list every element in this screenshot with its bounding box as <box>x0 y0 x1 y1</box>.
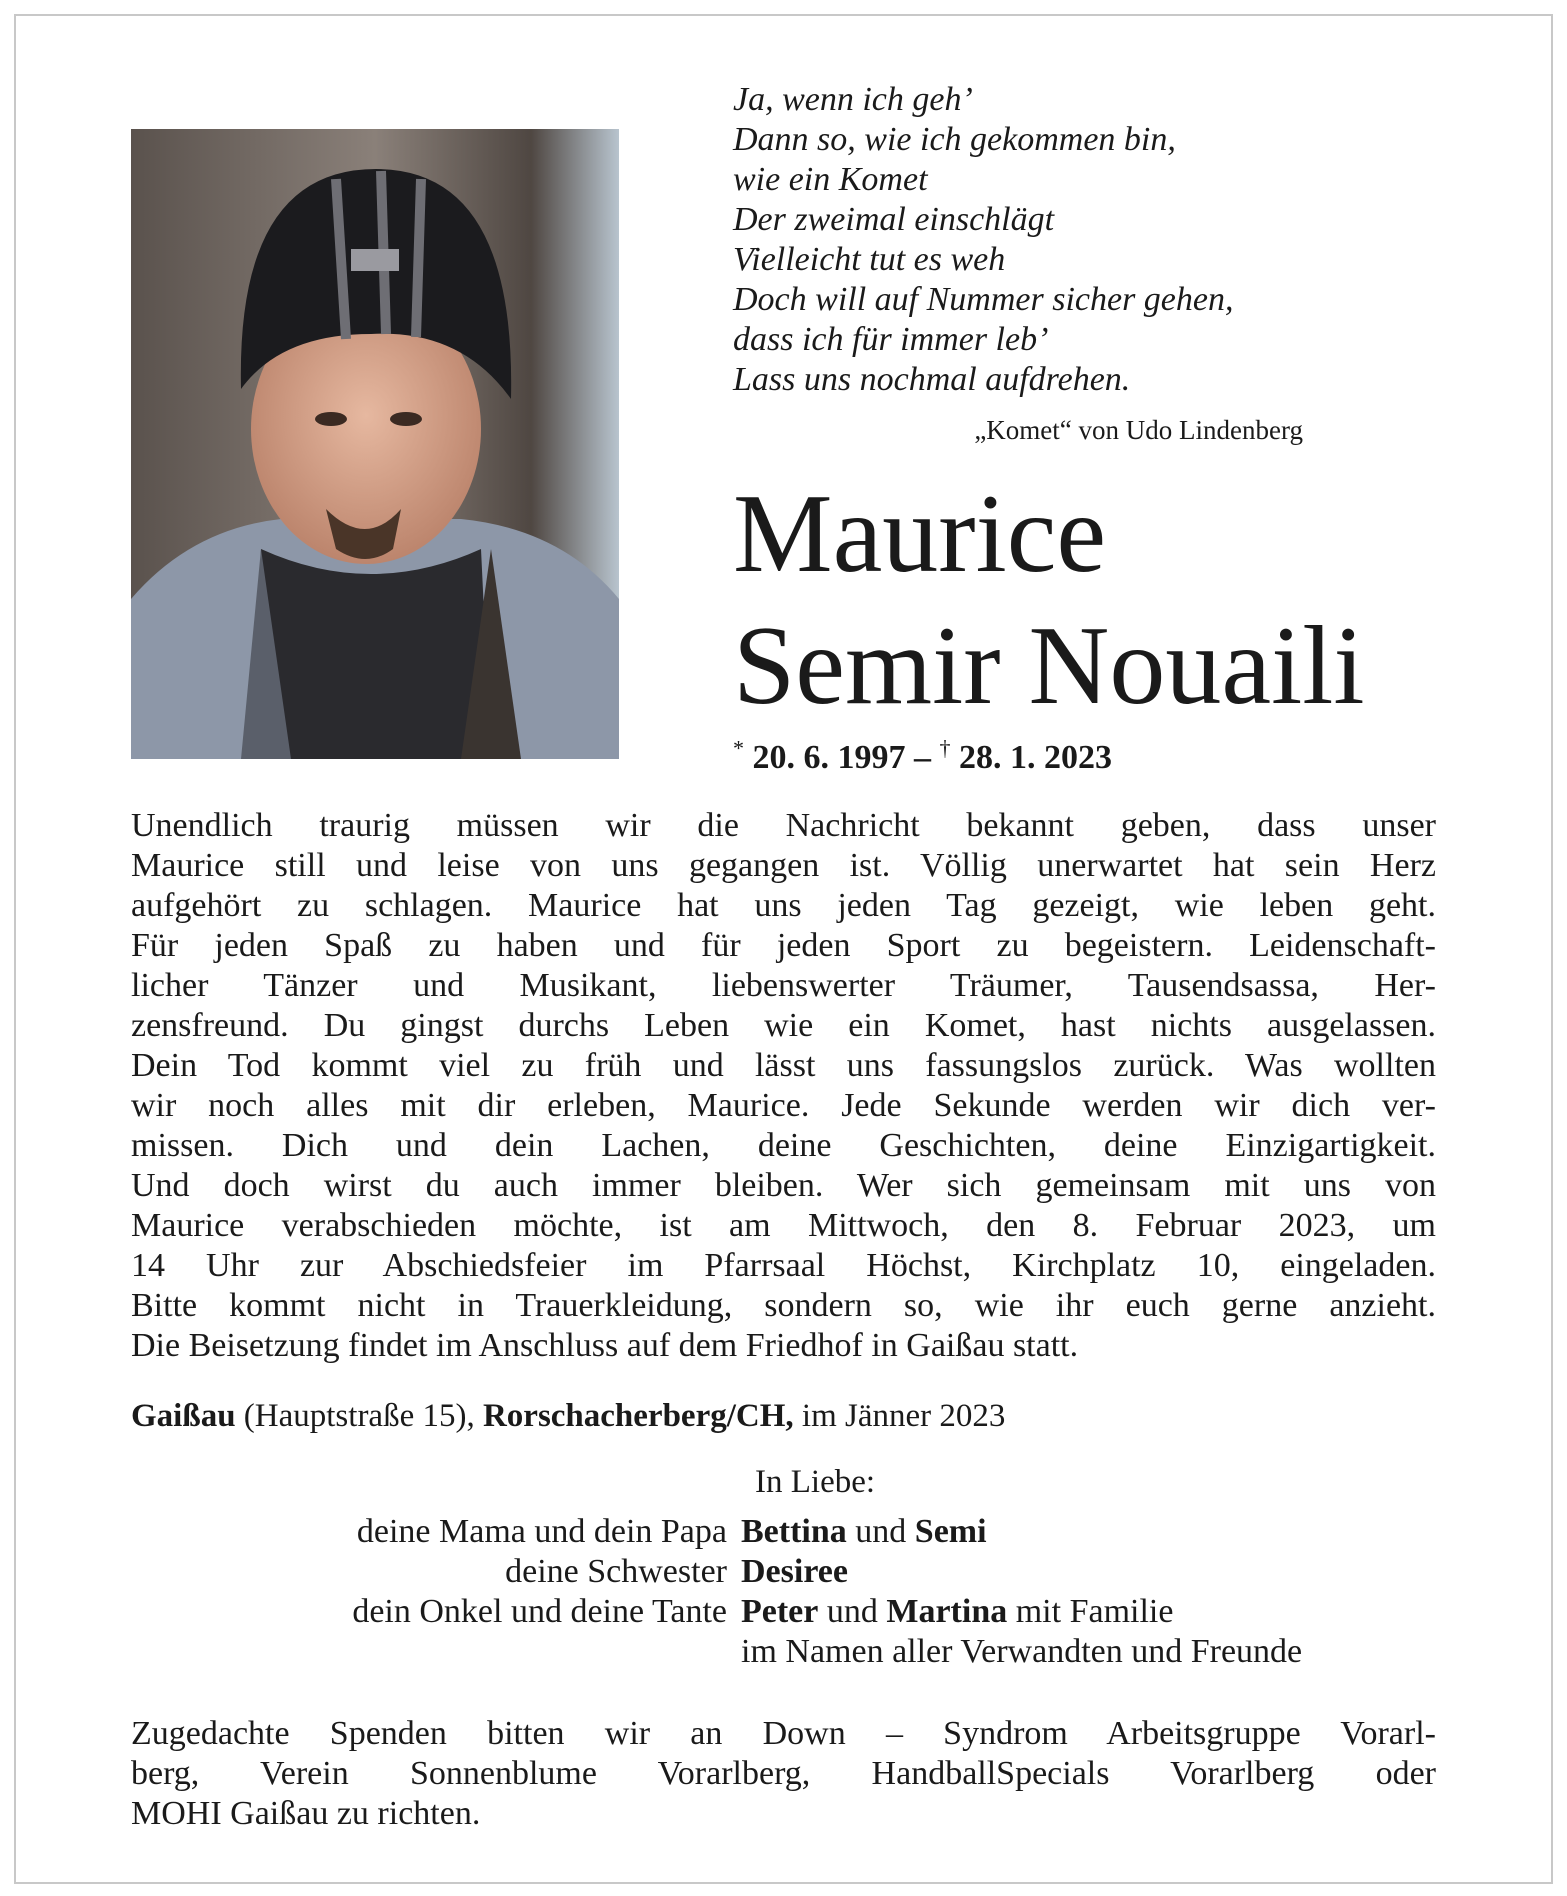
relation-label: deine Mama und dein Papa <box>356 1513 727 1550</box>
text-line: Maurice still und leise von uns gegangen ist. Völlig unerwartet hat sein Herz <box>131 847 1436 884</box>
family-name: Martina <box>886 1593 1008 1630</box>
death-symbol: † <box>939 735 951 761</box>
family-names <box>741 1592 1173 1632</box>
text-line: zensfreund. Du gingst durchs Leben wie ein Komet, hast nichts ausgelassen. <box>131 1007 1436 1044</box>
relation-label <box>0 1632 741 1672</box>
family-names <box>741 1552 848 1592</box>
poem-line: Ja, wenn ich geh’ <box>733 81 973 118</box>
poem-attribution: „Komet“ von Udo Lindenberg <box>974 415 1303 445</box>
deceased-name <box>733 468 1364 732</box>
text-line: missen. Dich und dein Lachen, deine Geschichten, deine Einzigartigkeit. <box>131 1127 1436 1164</box>
portrait-illustration <box>131 129 619 759</box>
birth-date: 20. 6. 1997 <box>752 739 906 776</box>
suffix: im Namen aller Verwandten und Freunde <box>741 1633 1303 1670</box>
town-1: Gaißau <box>131 1398 236 1434</box>
relation-label: deine Schwester <box>505 1553 727 1590</box>
text-line: Bitte kommt nicht in Trauerkleidung, sondern so, wie ihr euch gerne anzieht. <box>131 1287 1436 1324</box>
family-list <box>0 1512 1567 1672</box>
poem-line: Lass uns nochmal aufdrehen. <box>733 361 1131 398</box>
text-line: Dein Tod kommt viel zu früh und lässt uns fassungslos zurück. Was wollten <box>131 1047 1436 1084</box>
poem-quote <box>733 80 1234 400</box>
name-line-1: Maurice <box>733 472 1107 596</box>
text-line: wir noch alles mit dir erleben, Maurice. Jede Sekunde werden wir dich ver- <box>131 1087 1436 1124</box>
relation-label: dein Onkel und deine Tante <box>352 1593 727 1630</box>
family-intro: In Liebe: <box>755 1464 876 1500</box>
life-dates <box>733 735 1112 778</box>
suffix: mit Familie <box>1007 1593 1174 1630</box>
text-line: Maurice verabschieden möchte, ist am Mittwoch, den 8. Februar 2023, um <box>131 1207 1436 1244</box>
family-names <box>741 1512 987 1552</box>
text-line: Zugedachte Spenden bitten wir an Down – Syndrom Arbeitsgruppe Vorarl- <box>131 1715 1436 1752</box>
connector: und <box>846 1513 915 1550</box>
family-name: Desiree <box>741 1553 848 1590</box>
family-names <box>741 1632 1302 1672</box>
birth-symbol: * <box>733 735 744 761</box>
family-name: Bettina <box>741 1513 847 1550</box>
text-line: berg, Verein Sonnenblume Vorarlberg, HandballSpecials Vorarlberg oder <box>131 1755 1436 1792</box>
death-date: 28. 1. 2023 <box>959 739 1112 776</box>
poem-line: Dann so, wie ich gekommen bin, <box>733 121 1176 158</box>
family-row <box>0 1552 1567 1592</box>
family-name: Peter <box>741 1593 819 1630</box>
text-line: MOHI Gaißau zu richten. <box>131 1795 481 1832</box>
poem-line: Vielleicht tut es weh <box>733 241 1006 278</box>
town-2: Rorschacherberg/CH, <box>482 1398 794 1434</box>
announcement-date: im Jänner 2023 <box>793 1398 1006 1434</box>
address: (Hauptstraße 15), <box>235 1398 483 1434</box>
text-line: Unendlich traurig müssen wir die Nachricht bekannt geben, dass unser <box>131 807 1436 844</box>
portrait-photo <box>131 129 619 759</box>
family-name: Semi <box>914 1513 987 1550</box>
place-and-date <box>131 1396 1005 1436</box>
family-row <box>0 1512 1567 1552</box>
text-line: Die Beisetzung findet im Anschluss auf dem Friedhof in Gaißau statt. <box>131 1327 1079 1364</box>
text-line: aufgehört zu schlagen. Maurice hat uns jeden Tag gezeigt, wie leben geht. <box>131 887 1436 924</box>
connector: und <box>818 1593 887 1630</box>
poem-line: wie ein Komet <box>733 161 928 198</box>
family-row <box>0 1592 1567 1632</box>
text-line: 14 Uhr zur Abschiedsfeier im Pfarrsaal Höchst, Kirchplatz 10, eingeladen. <box>131 1247 1436 1284</box>
date-separator: – <box>905 739 940 776</box>
poem-line: Der zweimal einschlägt <box>733 201 1055 238</box>
name-line-2: Semir Nouaili <box>733 604 1365 728</box>
donation-text <box>131 1714 1436 1834</box>
family-row <box>0 1632 1567 1672</box>
poem-line: dass ich für immer leb’ <box>733 321 1049 358</box>
text-line: Und doch wirst du auch immer bleiben. Wer sich gemeinsam mit uns von <box>131 1167 1436 1204</box>
poem-line: Doch will auf Nummer sicher gehen, <box>733 281 1234 318</box>
text-line: licher Tänzer und Musikant, liebenswerter Träumer, Tausendsassa, Her- <box>131 967 1436 1004</box>
text-line: Für jeden Spaß zu haben und für jeden Sport zu begeistern. Leidenschaft- <box>131 927 1436 964</box>
announcement-text <box>131 806 1436 1366</box>
